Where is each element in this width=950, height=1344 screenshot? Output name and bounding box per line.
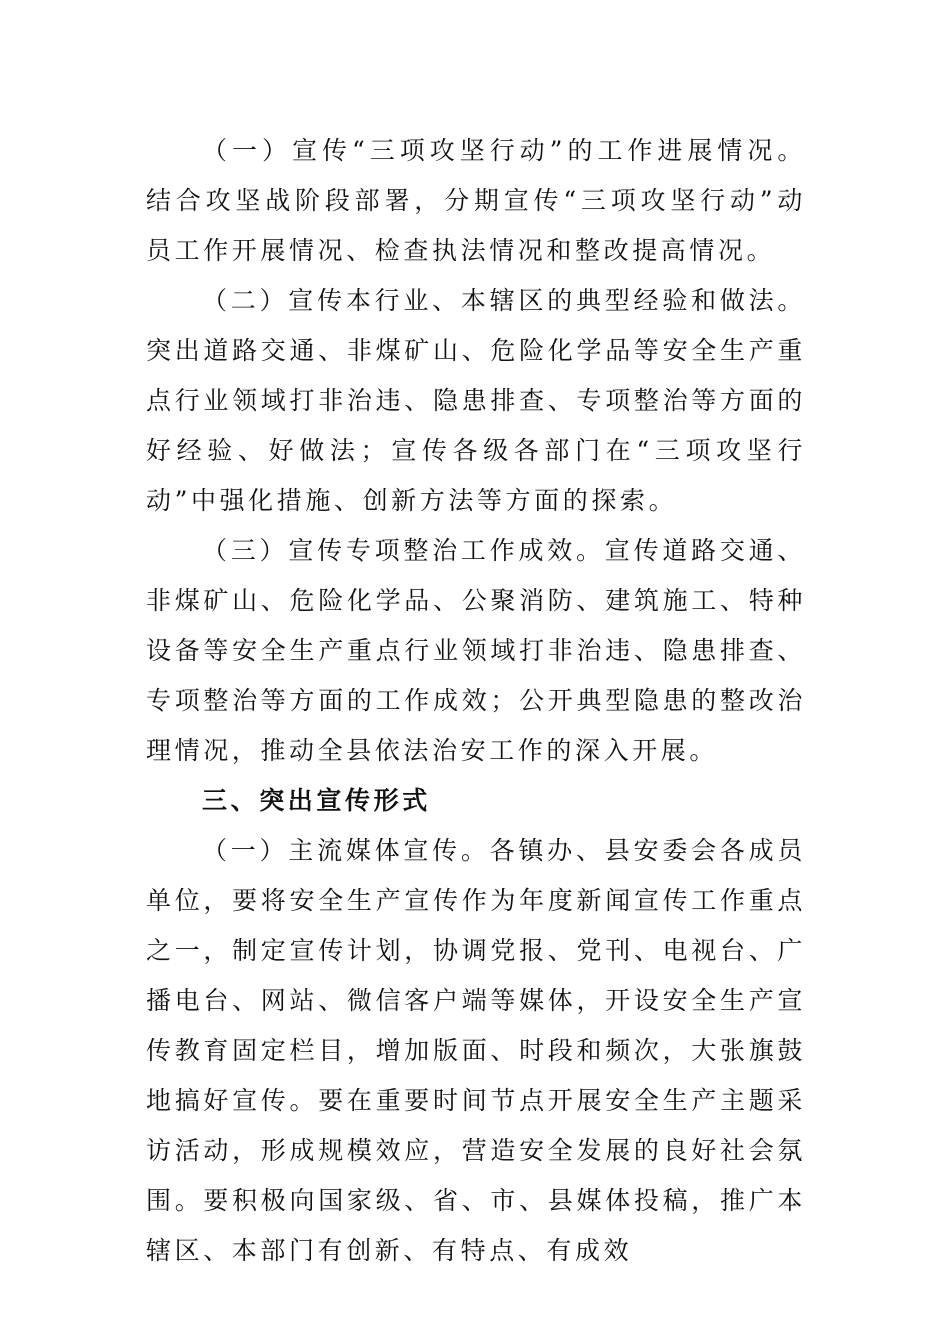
document-body — [146, 126, 806, 1276]
paragraph-media: （一）主流媒体宣传。各镇办、县安委会各成员单位，要将安全生产宣传作为年度新闻宣传工作重点之一，制定宣传计划，协调党报、党刊、电视台、广播电台、网站、微信客户端等媒体，开设安全生产宣传教育固定栏目，增加版面、时段和频次，大张旗鼓地搞好宣传。要在重要时间节点开展安全生产主题采访活动，形成规模效应，营造安全发展的良好社会氛围。要积极向国家级、省、市、县媒体投稿，推广本辖区、本部门有创新、有特点、有成效 — [146, 836, 806, 1265]
section-heading: 三、突出宣传形式 — [202, 786, 431, 815]
paragraph-experience: （二）宣传本行业、本辖区的典型经验和做法。突出道路交通、非煤矿山、危险化学品等安全生产重点行业领域打非治违、隐患排查、专项整治等方面的好经验、好做法；宣传各级各部门在“三项攻坚行动”中强化措施、创新方法等方面的探索。 — [146, 286, 806, 515]
paragraph-progress: （一）宣传“三项攻坚行动”的工作进展情况。结合攻坚战阶段部署，分期宣传“三项攻坚行动”动员工作开展情况、检查执法情况和整改提高情况。 — [146, 136, 806, 265]
paragraph-results: （三）宣传专项整治工作成效。宣传道路交通、非煤矿山、危险化学品、公聚消防、建筑施工、特种设备等安全生产重点行业领域打非治违、隐患排查、专项整治等方面的工作成效；公开典型隐患的整改治理情况，推动全县依法治安工作的深入开展。 — [146, 536, 806, 765]
